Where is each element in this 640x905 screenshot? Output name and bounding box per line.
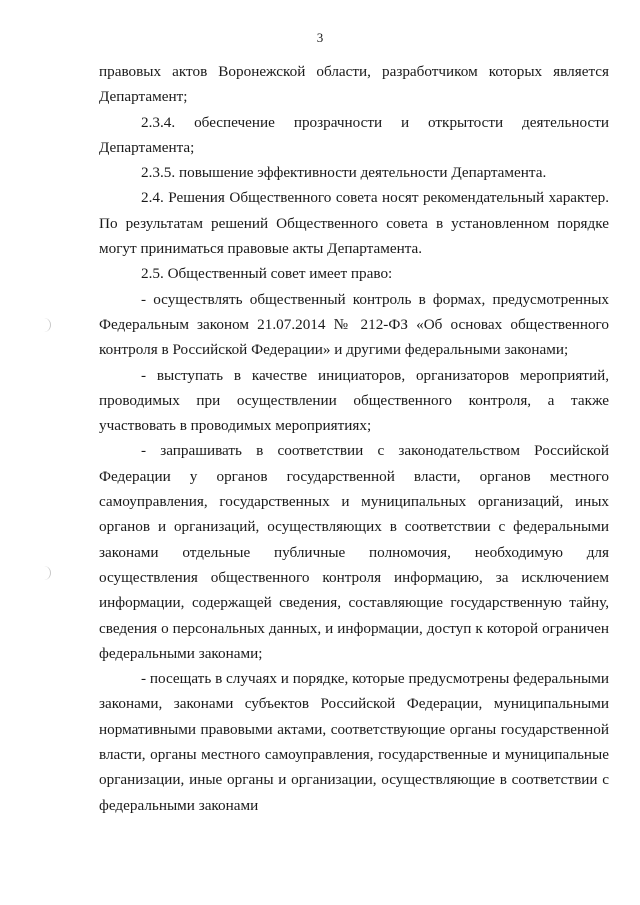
paragraph: 2.3.4. обеспечение прозрачности и открытости деятельности Департамента; — [99, 113, 609, 156]
paragraph: 2.4. Решения Общественного совета носят рекомендательный характер. По результатам решений Общественного совета в установленном порядке могут приниматься правовые акты Департамента. — [99, 189, 609, 258]
paragraph: - выступать в качестве инициаторов, организаторов мероприятий, проводимых при осуществлении общественного контроля, а также участвовать в проводимых мероприятиях; — [99, 366, 609, 435]
paragraph: 2.3.5. повышение эффективности деятельности Департамента. — [141, 164, 547, 182]
paragraph: правовых актов Воронежской области, разработчиком которых является Департамент; — [99, 63, 609, 106]
paragraph: - запрашивать в соответствии с законодательством Российской Федерации у органов государственной власти, органов местного самоуправления, государственных и муниципальных организаций, иных органов и организаций, осуществляющих в соответствии с федеральными законами отдельные публичные полномочия, необходимую для осуществления общественного контроля информацию, за исключением информации, содержащей сведения, составляющие государственную тайну, сведения о персональных данных, и информации, доступ к которой ограничен федеральными законами; — [99, 442, 609, 662]
paragraph: - осуществлять общественный контроль в формах, предусмотренных Федеральным законом 21.07.2014 № 212-ФЗ «Об основах общественного контроля в Российской Федерации» и другими федеральными законами; — [99, 290, 609, 359]
binder-hole-mark — [44, 318, 50, 332]
binder-hole-mark — [44, 566, 50, 580]
page-number: 3 — [316, 30, 324, 45]
paragraph: - посещать в случаях и порядке, которые предусмотрены федеральными законами, законами субъектов Российской Федерации, муниципальными нормативными правовыми актами, соответствующие органы государственной власти, органы местного самоуправления, государственные и муниципальные организации, иные органы и организации, осуществляющие в соответствии с федеральными законами — [99, 670, 609, 814]
document-body — [99, 59, 609, 818]
paragraph: 2.5. Общественный совет имеет право: — [141, 265, 393, 283]
